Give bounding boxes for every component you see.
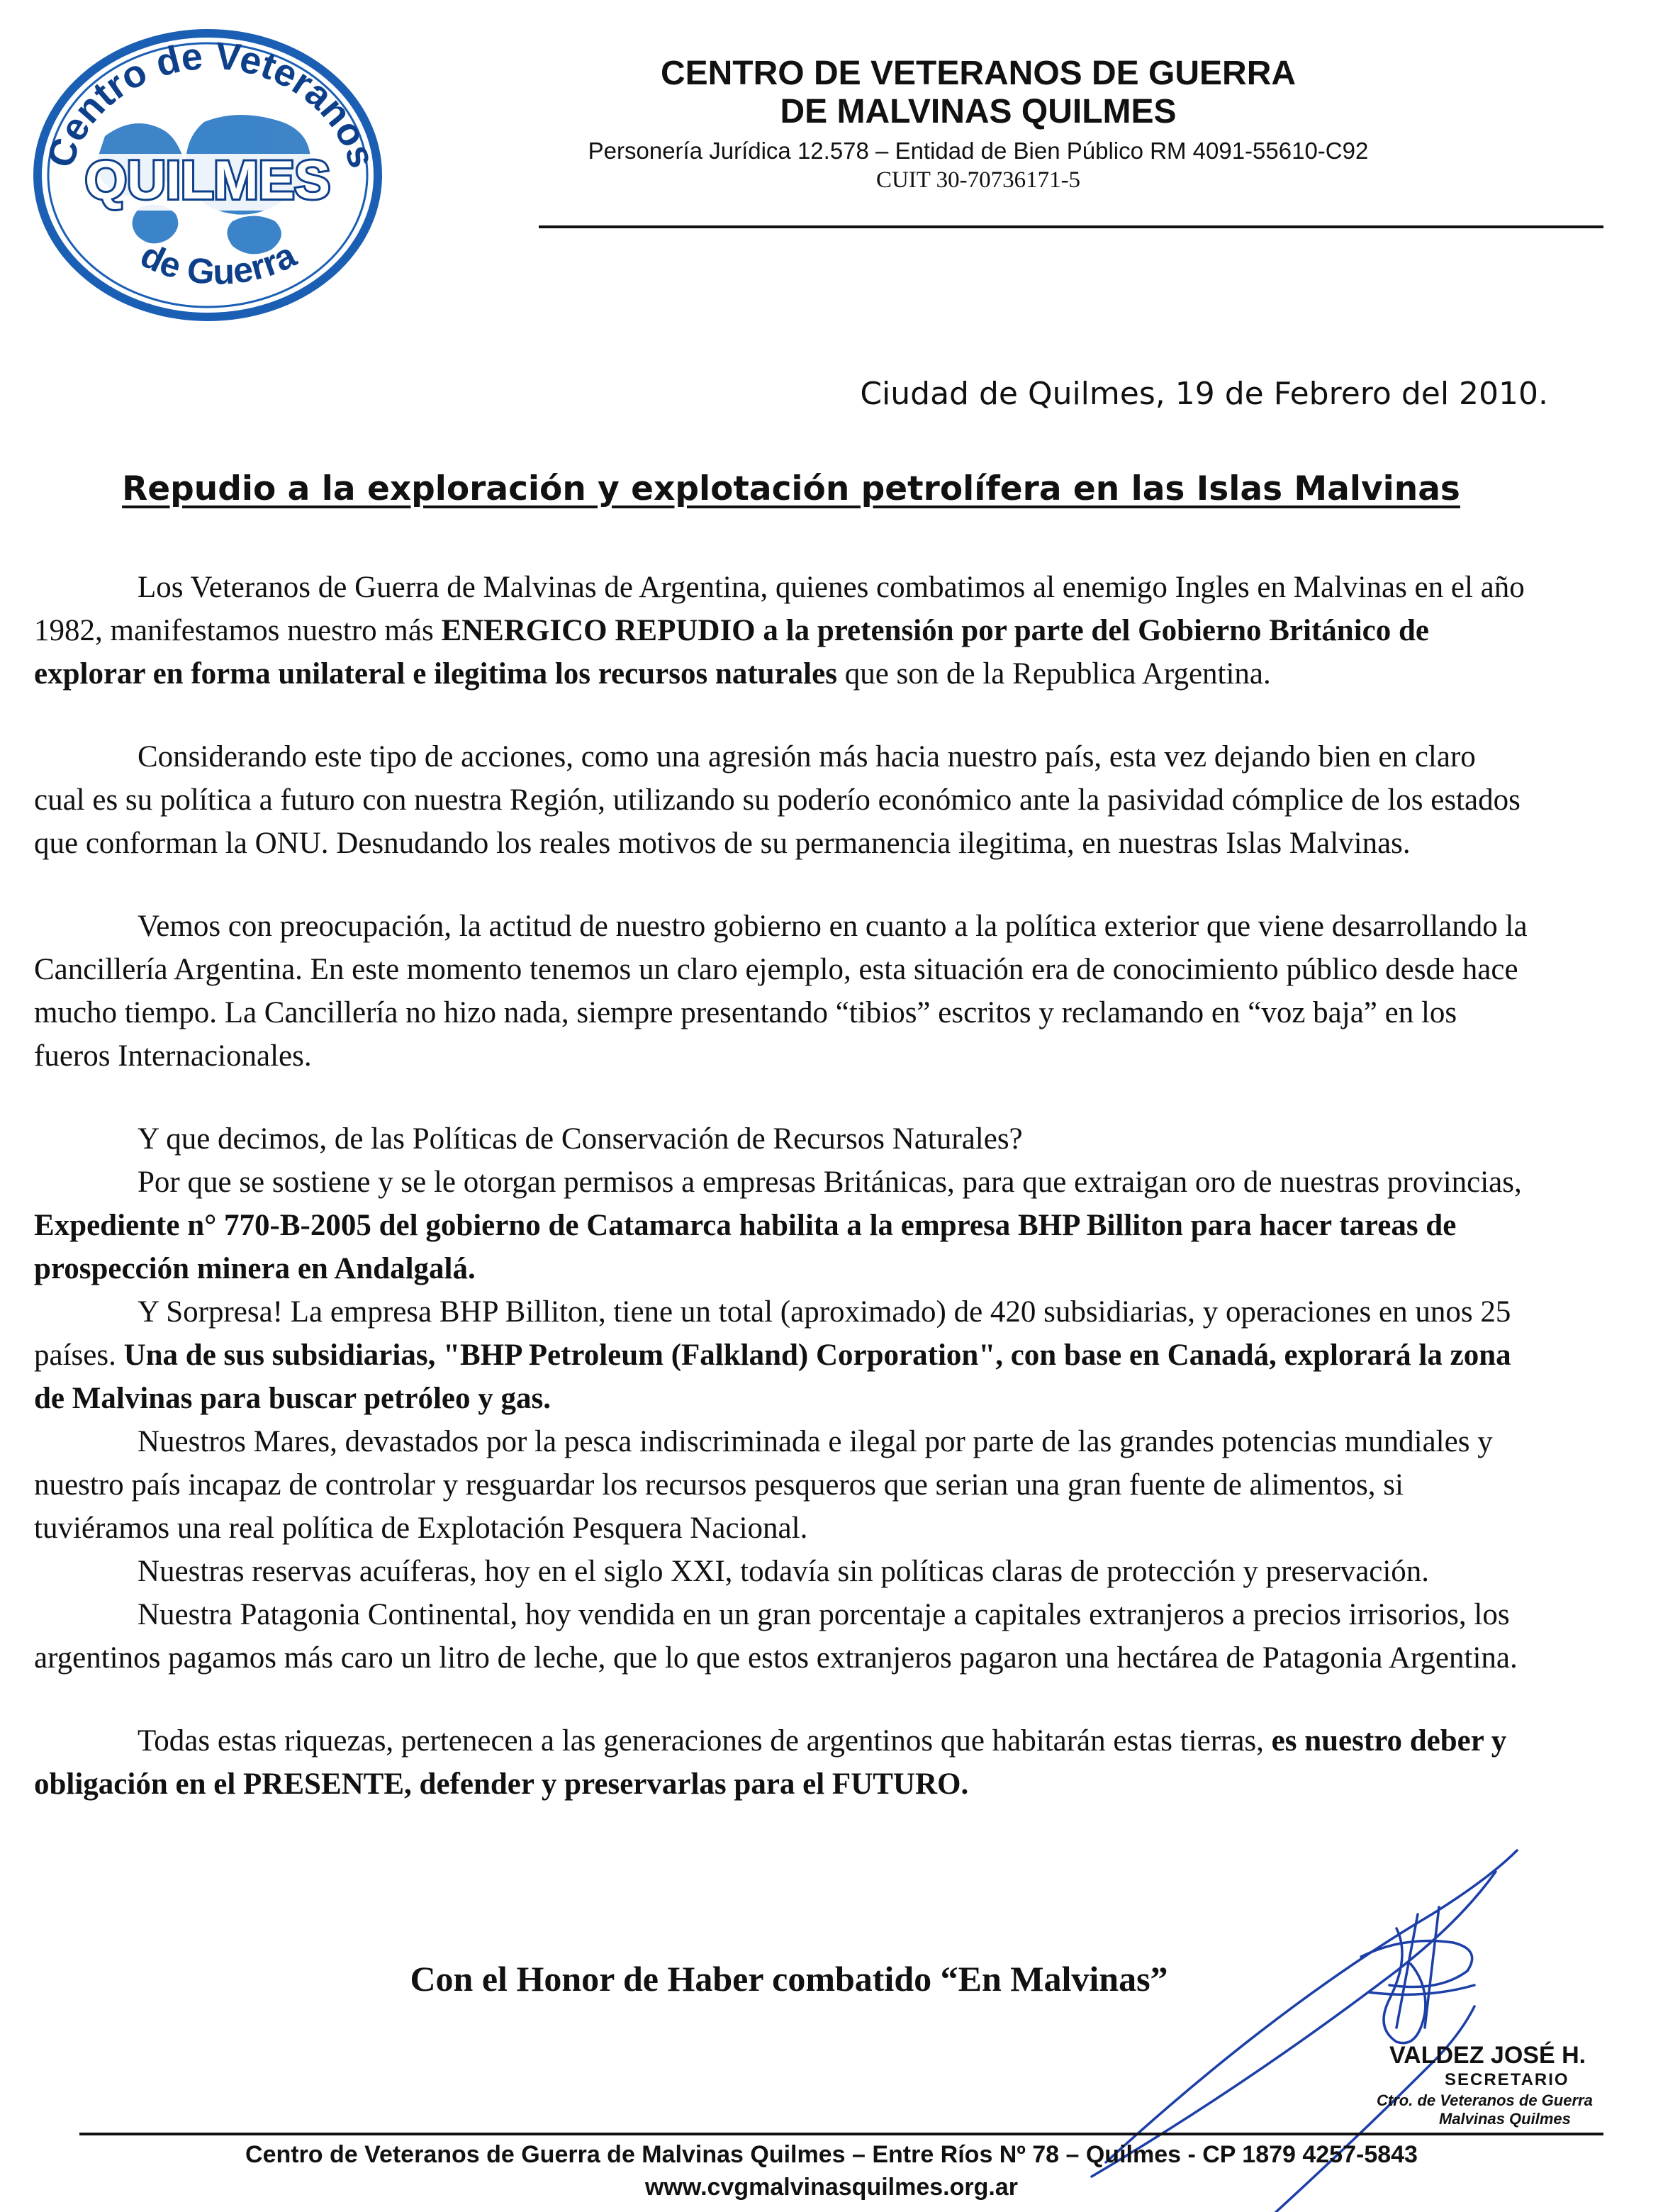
paragraph-8: Nuestras reservas acuíferas, hoy en el siglo XXI, todavía sin políticas claras de protección y preservación.: [138, 1555, 1430, 1588]
document-date: Ciudad de Quilmes, 19 de Febrero del 2010.: [860, 376, 1548, 412]
header-divider: [539, 225, 1603, 228]
paragraph-5: Por que se sostiene y se le otorgan permisos a empresas Británicas, para que extraigan oro de nuestras provincias, Expediente n° 770-B-2005 del gobierno de Catamarca habilita a la empresa BHP Billiton para hacer tareas de prospección minera en Andalgalá.: [34, 1166, 1522, 1285]
org-name-line1: CENTRO DE VETERANOS DE GUERRA: [660, 55, 1297, 92]
paragraph-10: Todas estas riquezas, pertenecen a las generaciones de argentinos que habitarán estas tierras, es nuestro deber y obligación en el PRESENTE, defender y preservarlas para el FUTURO.: [34, 1724, 1507, 1801]
closing-line: Con el Honor de Haber combatido “En Malvinas”: [410, 1959, 1168, 1999]
org-legal-info: Personería Jurídica 12.578 – Entidad de Bien Público RM 4091-55610-C92: [588, 138, 1369, 164]
paragraph-7: Nuestros Mares, devastados por la pesca indiscriminada e ilegal por parte de las grandes potencias mundiales y nuestro país incapaz de controlar y resguardar los recursos pesqueros que serian una gran fuente de alimentos, si tuviéramos una real política de Explotación Pesquera Nacional.: [34, 1425, 1493, 1545]
logo-ring-bottom-text: de Guerra: [134, 235, 303, 293]
paragraph-1: Los Veteranos de Guerra de Malvinas de Argentina, quienes combatimos al enemigo Ingles en Malvinas en el año 1982, manifestamos nuestro más ENERGICO REPUDIO a la pretensión por parte del Gobierno Británico de explorar en forma unilateral e ilegitima los recursos naturales que son de la Republica Argentina.: [34, 571, 1525, 691]
document-title: Repudio a la exploración y explotación petrolífera en las Islas Malvinas: [122, 469, 1460, 508]
footer-address: Centro de Veteranos de Guerra de Malvinas Quilmes – Entre Ríos Nº 78 – Quilmes - CP 1879 4257-5843: [245, 2141, 1418, 2168]
logo-center-text: QUILMES: [84, 150, 331, 211]
signatory-title: SECRETARIO: [1445, 2070, 1569, 2089]
paragraph-3: Vemos con preocupación, la actitud de nuestro gobierno en cuanto a la política exterior que viene desarrollando la Cancillería Argentina. En este momento tenemos un claro ejemplo, esta situación era de conocimiento público desde hace mucho tiempo. La Cancillería no hizo nada, siempre presentando “tibios” escritos y reclamando en “voz baja” en los fueros Internacionales.: [34, 910, 1528, 1073]
org-cuit: CUIT 30-70736171-5: [875, 167, 1081, 193]
paragraph-4: Y que decimos, de las Políticas de Conservación de Recursos Naturales?: [138, 1122, 1023, 1156]
signatory-org-line1: Ctro. de Veteranos de Guerra: [1377, 2091, 1593, 2109]
signatory-name: VALDEZ JOSÉ H.: [1389, 2042, 1586, 2069]
organization-logo: [20, 16, 388, 328]
org-name-line2: DE MALVINAS QUILMES: [780, 93, 1177, 130]
footer-website: www.cvgmalvinasquilmes.org.ar: [645, 2174, 1018, 2201]
paragraph-2: Considerando este tipo de acciones, como una agresión más hacia nuestro país, esta vez dejando bien en claro cual es su política a futuro con nuestra Región, utilizando su poderío económico ante la pasividad cómplice de los estados que conforman la ONU. Desnudando los reales motivos de su permanencia ilegitima, en nuestras Islas Malvinas.: [34, 740, 1521, 860]
footer-divider: [79, 2133, 1603, 2135]
signatory-org-line2: Malvinas Quilmes: [1439, 2110, 1571, 2128]
paragraph-6: Y Sorpresa! La empresa BHP Billiton, tiene un total (aproximado) de 420 subsidiarias, y operaciones en unos 25 países. Una de sus subsidiarias, "BHP Petroleum (Falkland) Corporation", con base en Canadá, explorará la zona de Malvinas para buscar petróleo y gas.: [34, 1295, 1511, 1415]
logo-ring-top-text: Centro de Veteranos: [38, 34, 384, 173]
paragraph-9: Nuestra Patagonia Continental, hoy vendida en un gran porcentaje a capitales extranjeros a precios irrisorios, los argentinos pagamos más caro un litro de leche, que lo que estos extranjeros pagaron una hectárea de Patagonia Argentina.: [34, 1598, 1518, 1675]
letter-body: [34, 566, 1534, 1806]
